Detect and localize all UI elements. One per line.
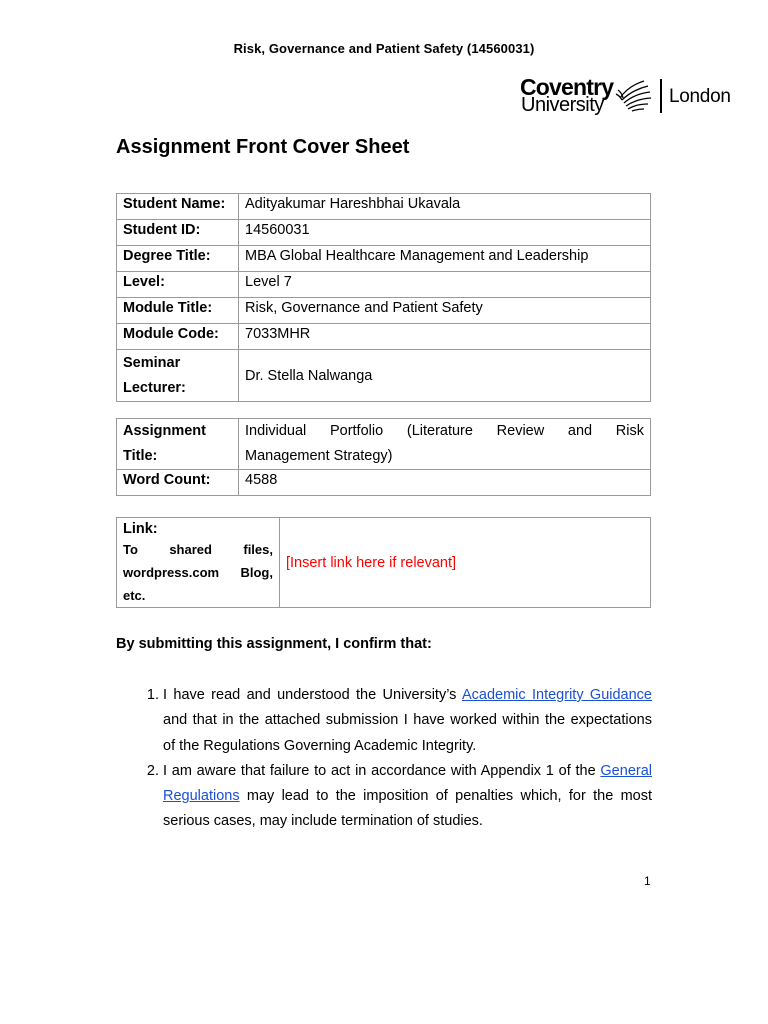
table-row	[117, 272, 651, 298]
table-row	[117, 220, 651, 246]
link-description	[123, 538, 273, 607]
row-label: Level:	[117, 272, 239, 298]
table-row	[117, 419, 651, 470]
logo-divider	[660, 79, 662, 113]
description-line: wordpress.com Blog,	[123, 565, 273, 580]
item-text: may lead to the imposition of penalties which, for the most serious cases, may include termination of studies.	[163, 788, 652, 830]
row-label: Student Name:	[117, 194, 239, 220]
item-text: and that in the attached submission I have worked within the expectations of the Regulations Governing Academic Integrity.	[163, 712, 652, 754]
row-value: Level 7	[239, 272, 651, 298]
running-header: Risk, Governance and Patient Safety (14560031)	[233, 41, 535, 56]
phoenix-icon	[614, 78, 656, 114]
row-value	[239, 419, 651, 470]
label-line: Assignment	[123, 423, 206, 439]
row-value: 7033MHR	[239, 324, 651, 350]
row-label	[117, 350, 239, 402]
value-line: Management Strategy)	[245, 448, 393, 464]
row-value: Dr. Stella Nalwanga	[239, 350, 651, 402]
coventry-university-london-logo	[520, 76, 735, 116]
description-line: etc.	[123, 588, 146, 603]
logo-coventry-text: Coventry	[520, 74, 614, 100]
confirmation-heading: By submitting this assignment, I confirm that:	[116, 636, 432, 652]
table-row	[117, 324, 651, 350]
logo-london-text: London	[669, 86, 731, 107]
general-regulations-link[interactable]: General Regulations	[163, 762, 652, 805]
row-label	[117, 419, 239, 470]
row-value: 4588	[239, 470, 651, 496]
confirmation-list	[116, 683, 652, 835]
item-text: I am aware that failure to act in accordance with Appendix 1 of the	[163, 762, 601, 779]
academic-integrity-guidance-link[interactable]: Academic Integrity Guidance	[461, 687, 652, 703]
link-label: Link:	[123, 521, 158, 537]
row-value: 14560031	[239, 220, 651, 246]
list-item	[163, 683, 652, 759]
student-details-table	[116, 193, 651, 402]
link-table	[116, 517, 651, 608]
row-value: Adityakumar Hareshbhai Ukavala	[239, 194, 651, 220]
logo-university-text: University	[521, 94, 604, 116]
row-label: Degree Title:	[117, 246, 239, 272]
description-line: To shared files,	[123, 542, 273, 557]
item-text: I have read and understood the University’s	[163, 687, 462, 703]
page-title: Assignment Front Cover Sheet	[116, 136, 410, 158]
row-label	[117, 518, 280, 608]
assignment-details-table	[116, 418, 651, 496]
value-line: Individual Portfolio (Literature Review and Risk	[245, 423, 644, 439]
label-line: Lecturer:	[123, 380, 186, 396]
label-line: Seminar	[123, 355, 181, 371]
row-label: Word Count:	[117, 470, 239, 496]
row-label: Module Title:	[117, 298, 239, 324]
table-row	[117, 518, 651, 608]
row-label: Module Code:	[117, 324, 239, 350]
list-item	[163, 759, 652, 835]
table-row	[117, 298, 651, 324]
link-placeholder[interactable]: [Insert link here if relevant]	[280, 518, 651, 608]
table-row	[117, 470, 651, 496]
row-value: MBA Global Healthcare Management and Leadership	[239, 246, 651, 272]
label-line: Title:	[123, 448, 158, 464]
table-row	[117, 246, 651, 272]
page-number: 1	[644, 874, 651, 888]
table-row	[117, 194, 651, 220]
row-value: Risk, Governance and Patient Safety	[239, 298, 651, 324]
row-label: Student ID:	[117, 220, 239, 246]
table-row	[117, 350, 651, 402]
